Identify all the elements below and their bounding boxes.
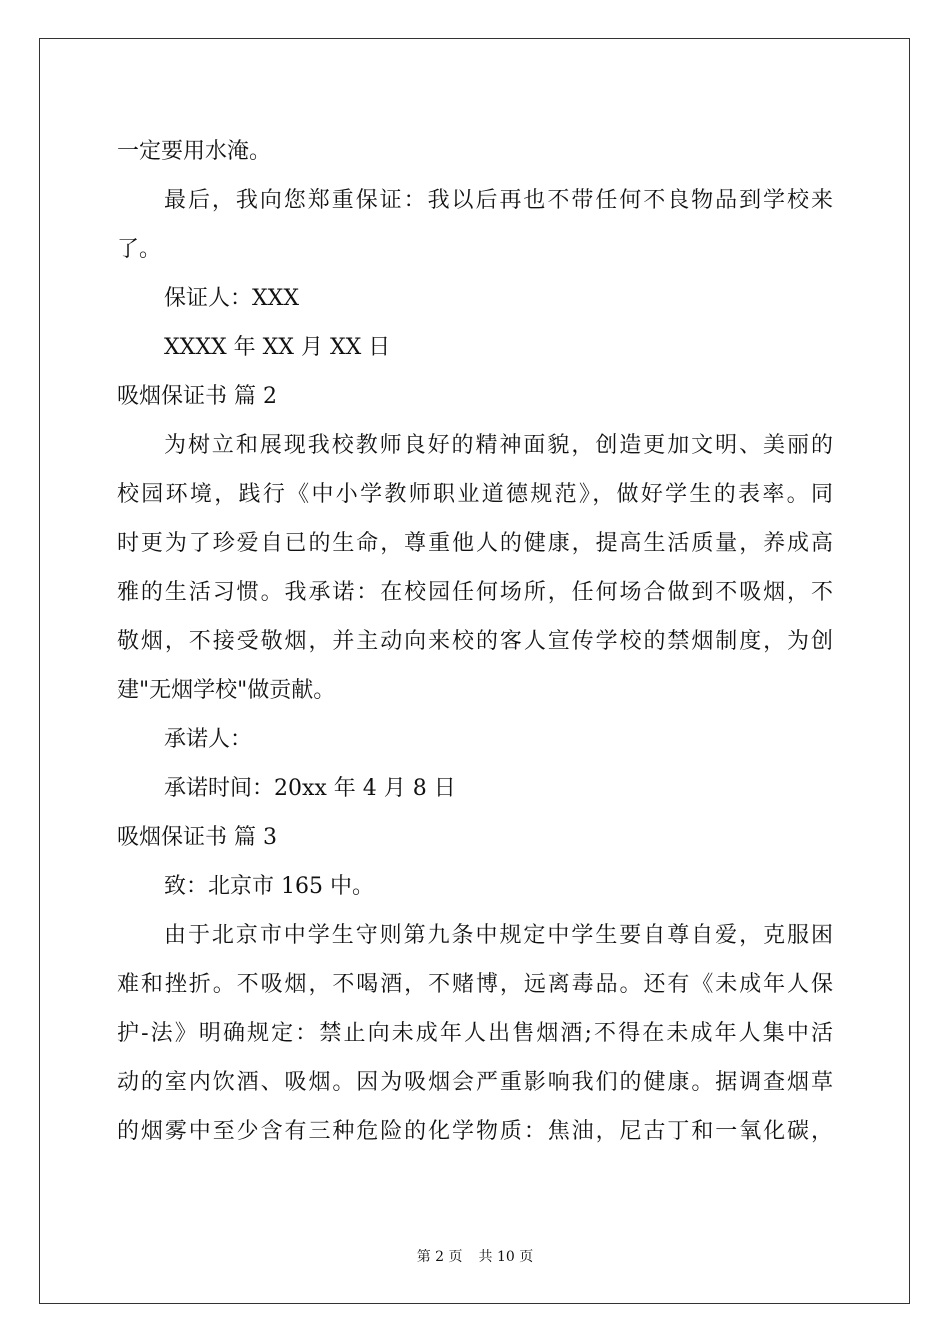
page-total: 共 10 页 <box>478 1249 534 1265</box>
page-footer <box>0 1246 950 1266</box>
text-line: 的烟雾中至少含有三种危险的化学物质：焦油，尼古丁和一氧化碳， <box>117 1119 833 1144</box>
text-line: 建"无烟学校"做贡献。 <box>117 678 336 703</box>
text-line: 为树立和展现我校教师良好的精神面貌，创造更加文明、美丽的 <box>164 433 833 458</box>
text-line: 承诺人： <box>164 727 253 752</box>
text-line: 吸烟保证书 篇 3 <box>117 825 277 850</box>
text-line: 致：北京市 165 中。 <box>164 874 374 899</box>
text-line: 保证人：XXX <box>164 286 299 311</box>
text-line: XXXX 年 XX 月 XX 日 <box>164 335 391 360</box>
text-line: 时更为了珍爱自已的生命，尊重他人的健康，提高生活质量，养成高 <box>117 531 833 556</box>
document-body <box>117 127 833 1156</box>
text-line: 吸烟保证书 篇 2 <box>117 384 277 409</box>
text-line: 由于北京市中学生守则第九条中规定中学生要自尊自爱，克服困 <box>164 923 833 948</box>
page-number: 第 2 页 <box>416 1249 463 1265</box>
text-line: 了。 <box>117 237 162 262</box>
text-line: 难和挫折。不吸烟，不喝酒，不赌博，远离毒品。还有《未成年人保 <box>117 972 833 997</box>
text-line: 敬烟，不接受敬烟，并主动向来校的客人宣传学校的禁烟制度，为创 <box>117 629 833 654</box>
text-line: 校园环境，践行《中小学教师职业道德规范》，做好学生的表率。同 <box>117 482 833 507</box>
text-line: 最后，我向您郑重保证：我以后再也不带任何不良物品到学校来 <box>164 188 833 213</box>
text-line: 雅的生活习惯。我承诺：在校园任何场所，任何场合做到不吸烟，不 <box>117 580 833 605</box>
text-line: 护-法》明确规定：禁止向未成年人出售烟酒;不得在未成年人集中活 <box>117 1021 833 1046</box>
text-line: 一定要用水淹。 <box>117 139 272 164</box>
text-line: 承诺时间：20xx 年 4 月 8 日 <box>164 776 456 801</box>
text-line: 动的室内饮酒、吸烟。因为吸烟会严重影响我们的健康。据调查烟草 <box>117 1070 833 1095</box>
